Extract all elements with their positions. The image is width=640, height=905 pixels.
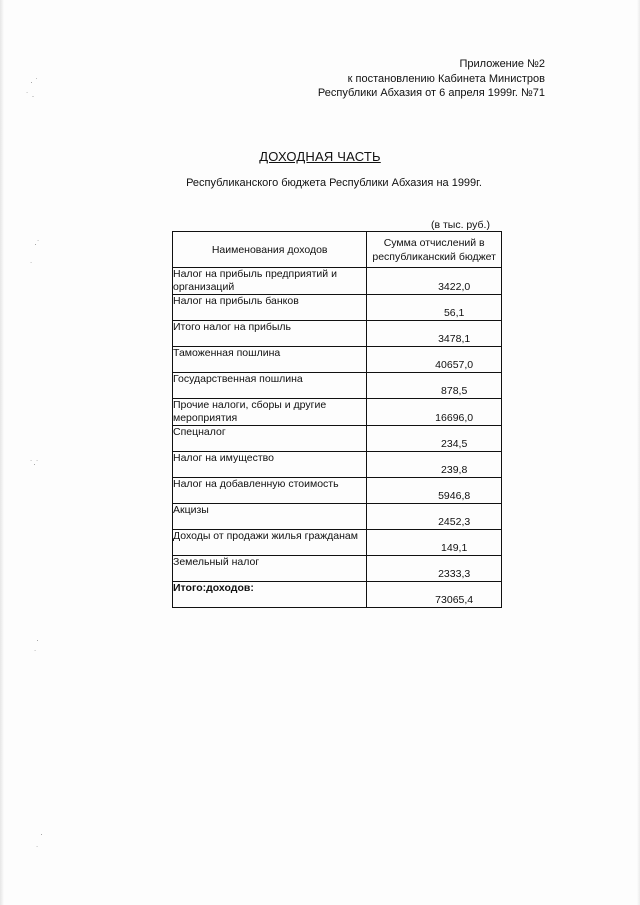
- table-row: [173, 321, 502, 347]
- income-value-text: 3422,0: [438, 281, 471, 293]
- scan-edge-left: [0, 0, 4, 905]
- table-row: [173, 504, 502, 530]
- table-total-row: [173, 582, 502, 608]
- table-row: [173, 530, 502, 556]
- appendix-line: Приложение №2: [459, 58, 545, 70]
- income-name: Земельный налог: [173, 556, 367, 582]
- document-subtitle: Республиканского бюджета Республики Абхазия на 1999г.: [186, 177, 482, 189]
- header-name: Наименования доходов: [173, 232, 367, 268]
- units-note: (в тыс. руб.): [431, 219, 490, 231]
- header-sum: Сумма отчислений в республиканский бюджет: [367, 232, 502, 268]
- scan-speck: ˙·˙: [30, 459, 39, 469]
- income-value-text: 234,5: [441, 438, 468, 450]
- document-title: ДОХОДНАЯ ЧАСТЬ: [259, 149, 381, 164]
- income-name: Итого налог на прибыль: [173, 321, 367, 347]
- scan-speck: ·: [40, 829, 43, 839]
- income-name: Налог на добавленную стоимость: [173, 478, 367, 504]
- income-name: Спецналог: [173, 426, 367, 452]
- appendix-line: Республики Абхазия от 6 апреля 1999г. №71: [317, 87, 545, 99]
- income-name: Государственная пошлина: [173, 373, 367, 399]
- income-name: Налог на имущество: [173, 452, 367, 478]
- table-row: [173, 478, 502, 504]
- table-row: [173, 556, 502, 582]
- income-value: [367, 373, 502, 399]
- income-value: [367, 295, 502, 321]
- scan-speck: ˙: [30, 261, 33, 271]
- scan-speck: ˙: [34, 649, 37, 659]
- table-row: [173, 452, 502, 478]
- income-name: Доходы от продажи жилья гражданам: [173, 530, 367, 556]
- income-value: [367, 530, 502, 556]
- income-table: [172, 231, 502, 608]
- total-value-text: 73065,4: [435, 594, 474, 606]
- income-value: [367, 478, 502, 504]
- scan-speck: ˙ ·: [26, 91, 35, 101]
- income-value: [367, 268, 502, 295]
- income-value-text: 239,8: [441, 464, 468, 476]
- scan-speck: · ˙: [30, 77, 39, 87]
- income-value: [367, 452, 502, 478]
- table-row: [173, 268, 502, 295]
- income-value-text: 149,1: [441, 542, 468, 554]
- scan-speck: ·˙: [34, 239, 40, 249]
- income-value: [367, 347, 502, 373]
- income-name: Налог на прибыль предприятий и организаций: [173, 268, 367, 295]
- income-name: Таможенная пошлина: [173, 347, 367, 373]
- income-name: Акцизы: [173, 504, 367, 530]
- income-value: [367, 556, 502, 582]
- income-value-text: 878,5: [441, 385, 468, 397]
- table-row: [173, 295, 502, 321]
- table-row: [173, 373, 502, 399]
- income-value: [367, 399, 502, 426]
- income-value-text: 3478,1: [438, 333, 471, 345]
- scan-speck: ·: [36, 635, 39, 645]
- table-header-row: [173, 232, 502, 268]
- income-value: [367, 426, 502, 452]
- income-name: Налог на прибыль банков: [173, 295, 367, 321]
- income-value-text: 40657,0: [435, 359, 474, 371]
- table-row: [173, 426, 502, 452]
- table-row: [173, 347, 502, 373]
- total-value: [367, 582, 502, 608]
- total-name: Итого:доходов:: [173, 582, 367, 608]
- income-value-text: 56,1: [443, 307, 465, 319]
- appendix-line: к постановлению Кабинета Министров: [347, 72, 545, 85]
- income-value: [367, 504, 502, 530]
- income-value-text: 16696,0: [435, 412, 474, 424]
- income-value-text: 5946,8: [438, 490, 471, 502]
- table-row: [173, 399, 502, 426]
- income-name: Прочие налоги, сборы и другие мероприятия: [173, 399, 367, 426]
- appendix-header: [300, 57, 545, 101]
- income-value: [367, 321, 502, 347]
- scan-speck: ˙: [36, 845, 39, 855]
- income-value-text: 2333,3: [438, 568, 471, 580]
- income-value-text: 2452,3: [438, 516, 471, 528]
